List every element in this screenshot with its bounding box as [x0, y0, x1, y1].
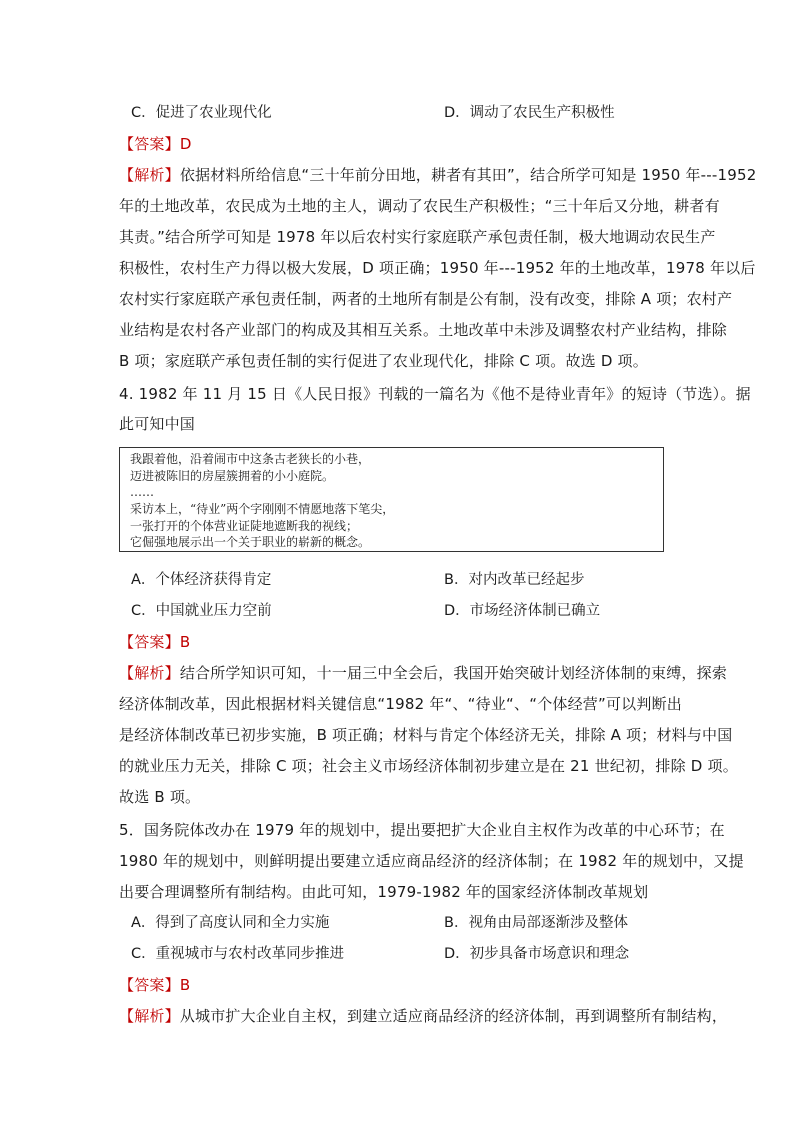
q4-analysis-line-5: 故选 B 项。 — [119, 788, 201, 806]
q3-analysis-line-6: 业结构是农村各产业部门的构成及其相互关系。土地改革中未涉及调整农村产业结构，排除 — [119, 321, 728, 339]
answer-label: 【答案】 — [119, 135, 180, 153]
analysis-label: 【解析】 — [119, 664, 180, 682]
q3-analysis-line-1: 【解析】依据材料所给信息“三十年前分田地，耕者有其田”，结合所学可知是 1950 年---1952 — [119, 166, 757, 184]
q4-option-c: C．中国就业压力空前 — [131, 603, 272, 619]
answer-label: 【答案】 — [119, 633, 180, 651]
q4-stem-line-2: 此可知中国 — [119, 415, 196, 433]
q5-stem-line-2: 1980 年的规划中，则鲜明提出要建立适应商品经济的经济体制；在 1982 年的规划中，又提 — [119, 852, 744, 870]
q3-analysis-line-3: 其责。”结合所学可知是 1978 年以后农村实行家庭联产承包责任制，极大地调动农民生产 — [119, 228, 716, 246]
q5-option-a: A．得到了高度认同和全力实施 — [131, 915, 330, 931]
q3-option-c: C．促进了农业现代化 — [131, 105, 272, 121]
poem-line-4: 采访本上，“待业”两个字刚刚不情愿地落下笔尖， — [130, 502, 395, 516]
q4-analysis-line-4: 的就业压力无关，排除 C 项；社会主义市场经济体制初步建立是在 21 世纪初，排除 D 项。 — [119, 757, 738, 775]
q3-analysis-line-5: 农村实行家庭联产承包责任制，两者的土地所有制是公有制，没有改变，排除 A 项；农村产 — [119, 290, 733, 308]
analysis-label: 【解析】 — [119, 166, 180, 184]
q3-answer-row — [119, 134, 192, 154]
q5-option-b: B．视角由局部逐渐涉及整体 — [444, 915, 628, 931]
q5-answer-row — [119, 975, 190, 995]
poem-line-6: 它倔强地展示出一个关于职业的崭新的概念。 — [130, 535, 371, 549]
q3-analysis-line-4: 积极性，农村生产力得以极大发展，D 项正确；1950 年---1952 年的土地改革，1978 年以后 — [119, 259, 756, 277]
q4-answer: B — [179, 633, 191, 651]
q4-stem-line-1: 4. 1982 年 11 月 15 日《人民日报》刊载的一篇名为《他不是待业青年》的短诗（节选）。据 — [119, 385, 751, 403]
q3-analysis-line-2: 年的土地改革，农民成为土地的主人，调动了农民生产积极性；“三十年后又分地，耕者有 — [119, 197, 720, 215]
q4-option-a: A．个体经济获得肯定 — [131, 572, 272, 588]
q4-answer-row — [119, 632, 190, 652]
answer-label: 【答案】 — [119, 976, 180, 994]
q5-stem-line-3: 出要合理调整所有制结构。由此可知，1979-1982 年的国家经济体制改革规划 — [119, 883, 649, 901]
q3-analysis-line-7: B 项；家庭联产承包责任制的实行促进了农业现代化，排除 C 项。故选 D 项。 — [119, 352, 648, 370]
q4-analysis-line-2: 经济体制改革，因此根据材料关键信息“1982 年“、“待业“、“个体经营”可以判断出 — [119, 695, 682, 713]
poem-line-2: 迈进被陈旧的房屋簇拥着的小小庭院。 — [130, 469, 335, 483]
q4-option-d: D．市场经济体制已确立 — [444, 603, 601, 619]
q4-analysis-line-1: 【解析】结合所学知识可知，十一届三中全会后，我国开始突破计划经济体制的束缚，探索 — [119, 664, 728, 682]
analysis-label: 【解析】 — [119, 1007, 180, 1025]
q5-option-d: D．初步具备市场意识和理念 — [444, 946, 630, 962]
poem-line-3: …… — [130, 485, 154, 499]
q5-stem-line-1: 5．国务院体改办在 1979 年的规划中，提出要把扩大企业自主权作为改革的中心环节；在 — [119, 821, 725, 839]
q5-option-c: C．重视城市与农村改革同步推进 — [131, 946, 345, 962]
q4-analysis-line-3: 是经济体制改革已初步实施，B 项正确；材料与肯定个体经济无关，排除 A 项；材料与中国 — [119, 726, 733, 744]
poem-line-1: 我跟着他，沿着闹市中这条古老狭长的小巷， — [130, 452, 371, 466]
q5-analysis-line-1: 【解析】从城市扩大企业自主权，到建立适应商品经济的经济体制，再到调整所有制结构， — [119, 1007, 728, 1025]
q5-answer: B — [179, 976, 191, 994]
q3-option-d: D．调动了农民生产积极性 — [444, 105, 615, 121]
poem-line-5: 一张打开的个体营业证陡地遮断我的视线； — [130, 519, 359, 533]
q3-answer: D — [179, 135, 192, 153]
q4-option-b: B．对内改革已经起步 — [444, 572, 585, 588]
q4-poem-box — [119, 447, 664, 552]
